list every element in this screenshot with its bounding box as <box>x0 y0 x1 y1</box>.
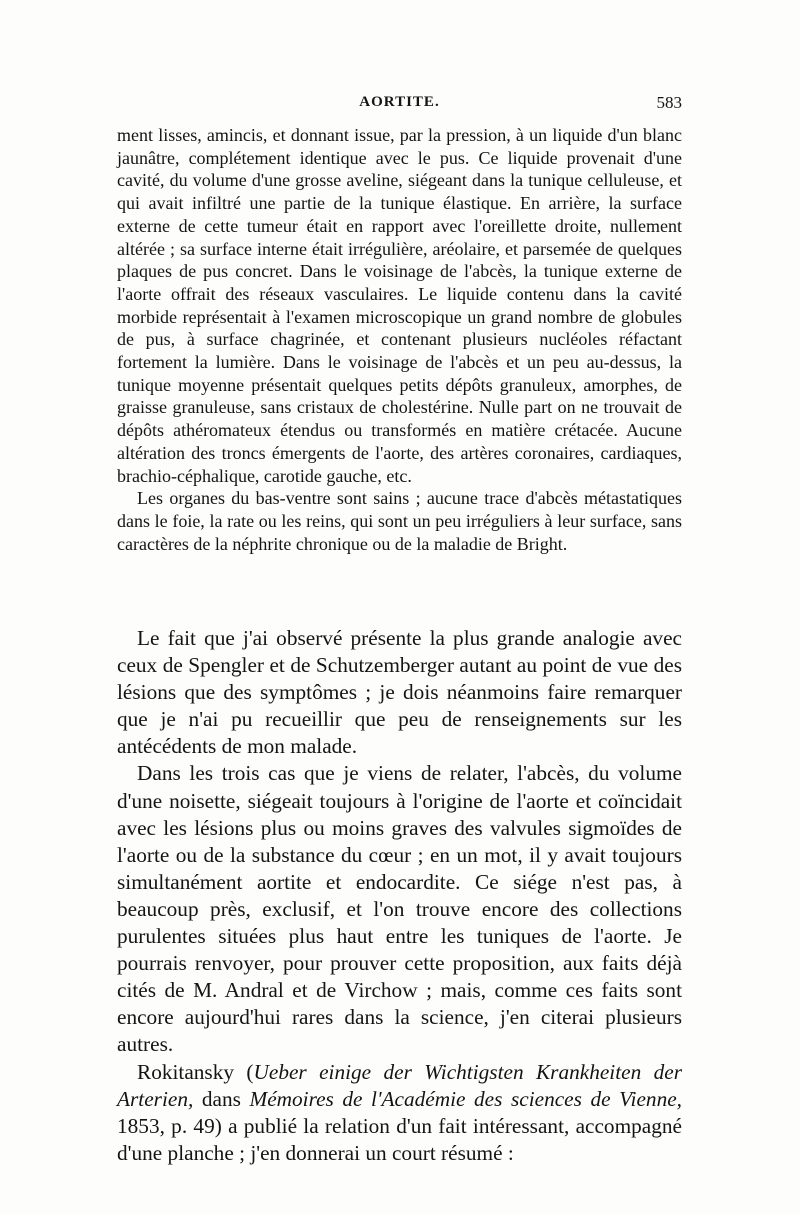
paragraph-rokitansky <box>117 1059 682 1167</box>
paragraph-case-description: ment lisses, amincis, et donnant issue, par la pression, à un liquide d'un blanc jaunâtre, complétement identique avec le pus. Ce liquide provenait d'une cavité, du volume d'une grosse aveline, siégeant dans la tunique celluleuse, et qui avait infiltré une partie de la tunique élastique. En arrière, la surface externe de cette tumeur était en rapport avec l'oreillette droite, nullement altérée ; sa surface interne était irrégulière, aréolaire, et parsemée de quelques plaques de pus concret. Dans le voisinage de l'abcès, la tunique externe de l'aorte offrait des réseaux vasculaires. Le liquide contenu dans la cavité morbide représentait à l'examen microscopique un grand nombre de globules de pus, à surface chagrinée, et contenant plusieurs nucléoles réfactant fortement la lumière. Dans le voisinage de l'abcès et un peu au-dessus, la tunique moyenne présentait quelques petits dépôts granuleux, amorphes, de graisse granuleuse, sans cristaux de cholestérine. Nulle part on ne trouvait de dépôts athéromateux étendus ou transformés en matière crétacée. Aucune altération des troncs émergents de l'aorte, des artères coronaires, cardiaques, brachio-céphalique, carotide gauche, etc. <box>117 125 682 486</box>
paragraph-three-cases: Dans les trois cas que je viens de relater, l'abcès, du volume d'une noisette, siégeait toujours à l'origine de l'aorte et coïncidait avec les lésions plus ou moins graves des valvules sigmoïdes de l'aorte ou de la substance du cœur ; en un mot, il y avait toujours simultanément aortite et endocardite. Ce siége n'est pas, à beaucoup près, exclusif, et l'on trouve encore des collections purulentes situées plus haut entre les tuniques de l'aorte. Je pourrais renvoyer, pour prouver cette proposition, aux faits déjà cités de M. Andral et de Virchow ; mais, comme ces faits sont encore aujourd'hui rares dans la science, j'en citerai plusieurs autres. <box>117 761 682 1057</box>
paragraph-abdominal-organs: Les organes du bas-ventre sont sains ; aucune trace d'abcès métastatiques dans le foie, la rate ou les reins, qui sont un peu irréguliers à leur surface, sans caractères de la néphrite chronique ou de la maladie de Bright. <box>117 488 682 554</box>
rokitansky-lead: Rokitansky ( <box>137 1059 254 1084</box>
running-title: AORTITE. <box>359 94 440 110</box>
page-number: 583 <box>656 93 682 112</box>
rokitansky-in: dans <box>193 1086 250 1111</box>
rokitansky-journal: Mémoires de l'Académie des sciences de Vienne, <box>249 1086 683 1111</box>
running-head <box>117 92 682 118</box>
paragraph-analogy: Le fait que j'ai observé présente la plus grande analogie avec ceux de Spengler et de Schutzemberger autant au point de vue des lésions que des symptômes ; je dois néanmoins faire remarquer que je n'ai pu recueillir que peu de renseignements sur les antécédents de mon malade. <box>117 626 682 759</box>
small-print-section <box>117 124 682 555</box>
rokitansky-work-title: Ueber einige der Wichtigsten Krankheiten der Arterien, <box>117 1059 682 1111</box>
main-text-section <box>117 625 682 1167</box>
rokitansky-rest: 1853, p. 49) a publié la relation d'un fait intéressant, accompagné d'une planche ; j'en donnerai un court résumé : <box>117 1113 682 1165</box>
